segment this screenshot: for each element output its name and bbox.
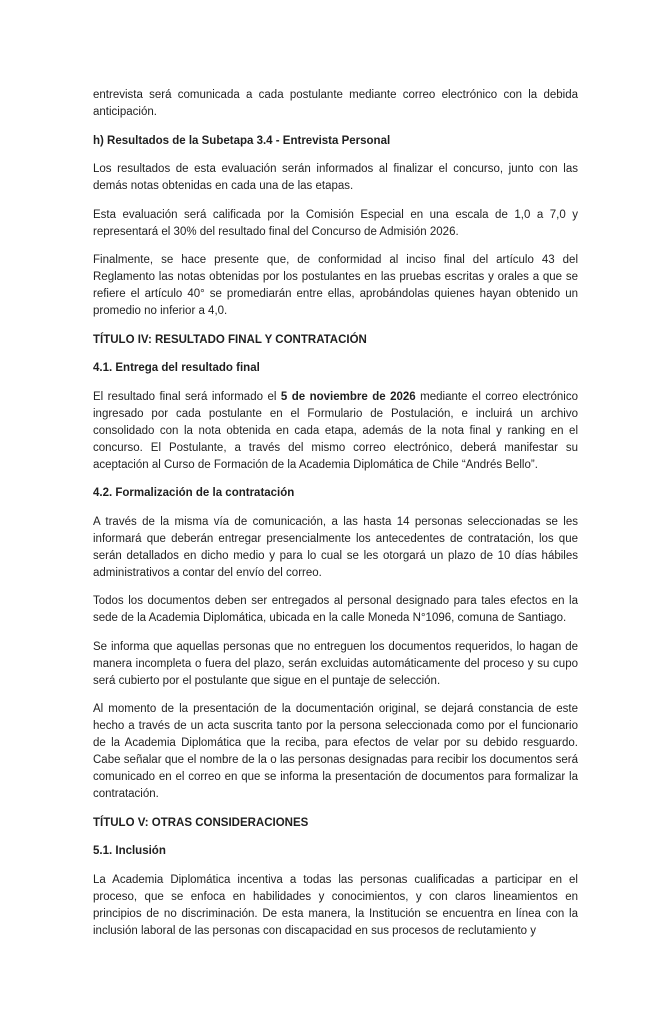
paragraph-results-informed: Los resultados de esta evaluación serán informados al finalizar el concurso, junto con las demás notas obtenidas en cada una de las etapas. bbox=[93, 163, 578, 192]
paragraph-contract-antecedents: A través de la misma vía de comunicación, a las hasta 14 personas seleccionadas se les informará que deberán entregar presencialmente los antecedentes de contratación, los que serán detallados en dicho medio y para lo cual se les otorgará un plazo de 10 días hábiles administrativos a contar del envío del correo. bbox=[93, 515, 578, 579]
heading-titulo-v: TÍTULO V: OTRAS CONSIDERACIONES bbox=[93, 816, 309, 829]
paragraph-interview-notice: entrevista será comunicada a cada postulante mediante correo electrónico con la debida anticipación. bbox=[93, 89, 578, 118]
paragraph-final-result-prefix: El resultado final será informado el bbox=[93, 390, 281, 403]
paragraph-inclusion: La Academia Diplomática incentiva a todas las personas cualificadas a participar en el proceso, que se enfoca en habilidades y conocimientos, y con claros lineamientos en principios de no discriminación. De esta manera, la Institución se encuentra en línea con la inclusión laboral de las personas con discapacidad en sus procesos de reclutamiento y bbox=[93, 873, 578, 937]
paragraph-acta-suscrita: Al momento de la presentación de la documentación original, se dejará constancia de este hecho a través de un acta suscrita tanto por la persona seleccionada como por el funcionario de la Academia Diplomática que la reciba, para efectos de velar por su debido resguardo. Cabe señalar que el nombre de la o las personas designadas para recibir los documentos será comunicado en el correo en que se informa la presentación de documentos para formalizar la contratación. bbox=[93, 703, 578, 800]
paragraph-final-result-date bbox=[93, 389, 578, 474]
heading-4-1-entrega-resultado: 4.1. Entrega del resultado final bbox=[93, 362, 260, 374]
heading-5-1-inclusion: 5.1. Inclusión bbox=[93, 845, 166, 857]
heading-titulo-iv: TÍTULO IV: RESULTADO FINAL Y CONTRATACIÓN bbox=[93, 333, 367, 346]
heading-4-2-formalizacion: 4.2. Formalización de la contratación bbox=[93, 487, 295, 499]
paragraph-final-result-suffix: mediante el correo electrónico ingresado por cada postulante en el Formulario de Postulación, e incluirá un archivo consolidado con la nota obtenida en cada etapa, además de la nota final y ranking en el concurso. El Postulante, a través del mismo correo electrónico, deberá manifestar su aceptación al Curso de Formación de la Academia Diplomática de Chile “Andrés Bello”. bbox=[93, 390, 578, 471]
final-result-date-bold: 5 de noviembre de 2026 bbox=[280, 390, 416, 403]
paragraph-evaluation-scale: Esta evaluación será calificada por la Comisión Especial en una escala de 1,0 a 7,0 y representará el 30% del resultado final del Concurso de Admisión 2026. bbox=[93, 208, 578, 238]
paragraph-documents-delivery: Todos los documentos deben ser entregados al personal designado para tales efectos en la sede de la Academia Diplomática, ubicada en la calle Moneda N°1096, comuna de Santiago. bbox=[93, 595, 578, 624]
paragraph-exclusion-warning: Se informa que aquellas personas que no entreguen los documentos requeridos, lo hagan de manera incompleta o fuera del plazo, serán excluidas automáticamente del proceso y su cupo será cubierto por el postulante que sigue en el puntaje de selección. bbox=[93, 640, 578, 687]
heading-subetapa-3-4-results: h) Resultados de la Subetapa 3.4 - Entrevista Personal bbox=[93, 134, 391, 147]
paragraph-article-43: Finalmente, se hace presente que, de conformidad al inciso final del artículo 43 del Reglamento las notas obtenidas por los postulantes en las pruebas escritas y orales a que se refiere el artículo 40° se promediarán entre ellas, aprobándolas quienes hayan obtenido un promedio no inferior a 4,0. bbox=[93, 254, 578, 317]
